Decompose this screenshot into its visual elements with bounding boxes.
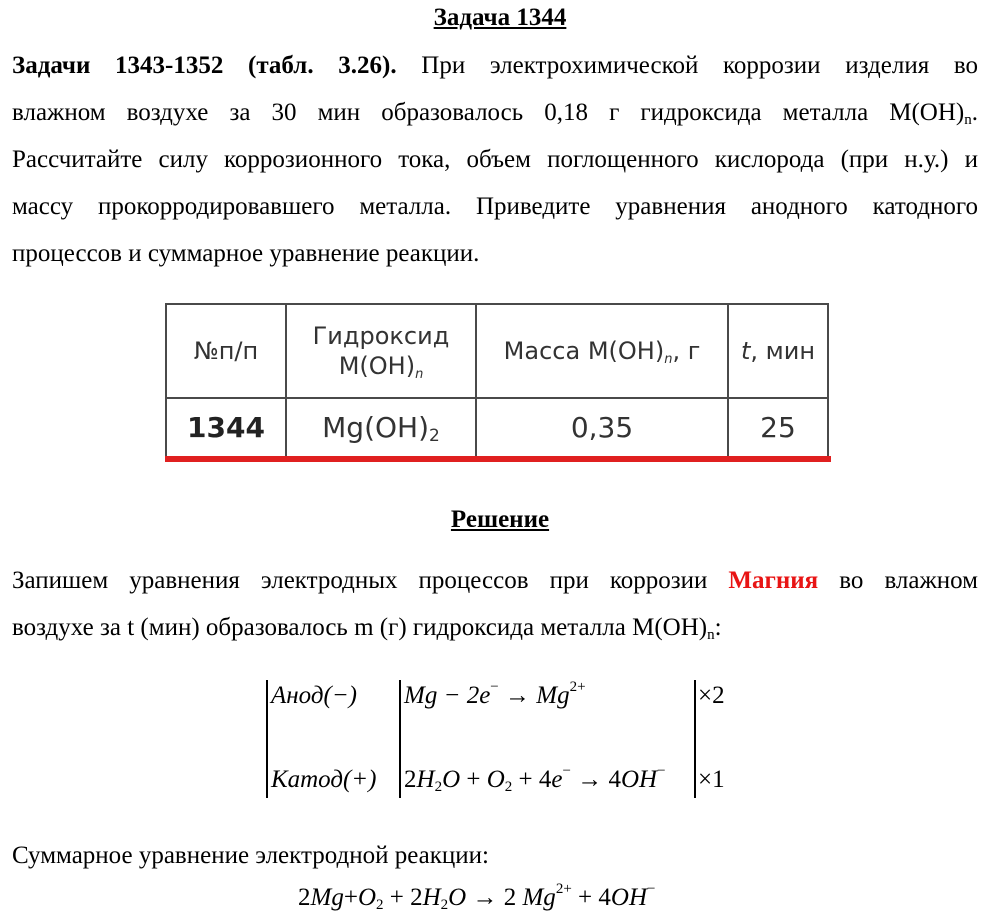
page-title: Задача 1344 [433,4,567,31]
subscript-n: n [707,627,715,643]
summary-equation: $2Mg+O_2 + 2H_2O \to 2$ $Mg^{2+} + 4OH^-$ [298,881,656,913]
cathode-multiplier: ×1 [698,766,725,793]
header-mass: Масса $M(OH)_n$, г [476,304,728,398]
intro-line4: массу прокорродировавшего металла. Приведите уравнения анодного катодного [12,193,978,220]
table-underline [165,456,831,462]
solution-line1: Запишем уравнения электродных процессов при коррозии [12,567,729,594]
intro-line2: влажном воздухе за 30 мин образовалось 0,18 г гидроксида металла M(OH) [12,99,965,126]
problem-statement [12,42,978,277]
subscript-n: n [964,112,972,128]
solution-line1-end: во влажном [818,567,978,594]
bracket-right [694,680,696,798]
cathode-label: Катод(+) [271,766,377,793]
intro-line5: процессов и суммарное уравнение реакции. [12,240,480,267]
problem-ref: Задачи 1343-1352 (табл. 3.26). [12,52,397,79]
anode-equation: $Mg - 2e^- \to Mg^{2+}$ [404,679,586,709]
header-hydroxide: Гидроксид $M(OH)_n$ [286,304,476,398]
solution-title: Решение [450,506,550,533]
solution-line2: воздухе за t (мин) образовалось m (г) гидроксида металла M(OH) [12,614,708,641]
anode-multiplier: ×2 [698,682,725,709]
intro-line1: При электрохимической коррозии изделия во [396,52,979,79]
cell-number: 1344 [166,398,286,457]
cell-hydroxide: $Mg(OH)_2$ [286,398,476,457]
solution-text [12,557,978,651]
header-time: t, мин [728,304,828,398]
cell-time: 25 [728,398,828,457]
cell-mass: 0,35 [476,398,728,457]
intro-line2-end: . [971,99,978,126]
summary-label-block [12,832,978,879]
solution-line2-end: : [714,614,722,641]
data-table [165,303,829,458]
metal-name: Магния [728,567,819,594]
bracket-left [266,680,268,798]
anode-label: Анод(−) [271,682,358,709]
summary-label: Суммарное уравнение электродной реакции: [12,842,489,869]
cathode-equation: $2H_2O + O_2 + 4e^- \to 4OH^-$ [404,763,666,795]
header-number: №п/п [166,304,286,398]
bracket-mid [399,680,401,798]
intro-line3: Рассчитайте силу коррозионного тока, объем поглощенного кислорода (при н.у.) и [12,146,978,173]
